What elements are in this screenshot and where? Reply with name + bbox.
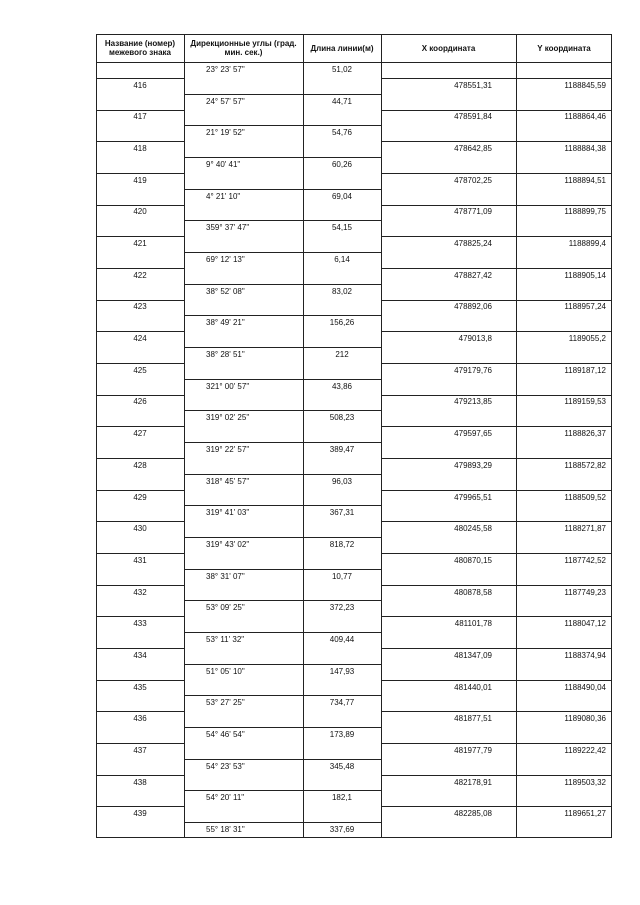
row-border: [184, 727, 381, 728]
direction-angle: 21° 19' 52": [206, 128, 245, 137]
boundary-mark-name: 422: [133, 271, 147, 280]
line-length: 54,76: [331, 128, 353, 137]
row-border: [184, 505, 381, 506]
row-border: [184, 410, 381, 411]
x-coordinate: 479179,76: [454, 366, 492, 375]
y-coordinate: 1188047,12: [564, 619, 606, 628]
x-coordinate: 478825,24: [454, 239, 492, 248]
x-coordinate: 478771,09: [454, 207, 492, 216]
direction-angle: 321° 00' 57": [206, 382, 250, 391]
row-border: [96, 553, 184, 554]
row-border: [184, 125, 381, 126]
line-length: 96,03: [331, 477, 353, 486]
table-header-cell: Y координата: [537, 43, 591, 53]
x-coordinate: 480245,58: [454, 524, 492, 533]
y-coordinate: 1188271,87: [564, 524, 606, 533]
boundary-mark-name: 438: [133, 778, 147, 787]
line-length: 6,14: [334, 255, 350, 264]
line-length: 83,02: [331, 287, 353, 296]
line-length: 372,23: [329, 603, 355, 612]
y-coordinate: 1189503,32: [564, 778, 606, 787]
row-border: [381, 78, 612, 79]
line-length: 173,89: [329, 730, 355, 739]
row-border: [96, 363, 184, 364]
line-length: 44,71: [331, 97, 353, 106]
boundary-mark-name: 439: [133, 809, 147, 818]
line-length: 345,48: [329, 762, 355, 771]
boundary-mark-name: 435: [133, 683, 147, 692]
direction-angle: 38° 31' 07": [206, 572, 245, 581]
x-coordinate: 480878,58: [454, 588, 492, 597]
line-length: 10,77: [331, 572, 353, 581]
row-border: [96, 680, 184, 681]
row-border: [96, 205, 184, 206]
line-length: 43,86: [331, 382, 353, 391]
boundary-mark-name: 419: [133, 176, 147, 185]
row-border: [96, 711, 184, 712]
row-border: [96, 331, 184, 332]
y-coordinate: 1188374,94: [564, 651, 606, 660]
table-header-cell: Дирекционные углы (град. мин. сек.): [190, 39, 297, 57]
y-coordinate: 1188864,46: [564, 112, 606, 121]
x-coordinate: 478892,06: [454, 302, 492, 311]
line-length: 337,69: [329, 825, 355, 834]
row-border: [184, 94, 381, 95]
x-coordinate: 482178,91: [454, 778, 492, 787]
boundary-mark-name: 436: [133, 714, 147, 723]
line-length: 156,26: [329, 318, 355, 327]
direction-angle: 319° 43' 02": [206, 540, 250, 549]
row-border: [381, 395, 612, 396]
x-coordinate: 478827,42: [454, 271, 492, 280]
y-coordinate: 1189222,42: [564, 746, 606, 755]
boundary-mark-name: 428: [133, 461, 147, 470]
x-coordinate: 480870,15: [454, 556, 492, 565]
row-border: [184, 790, 381, 791]
row-border: [184, 474, 381, 475]
row-border: [96, 775, 184, 776]
row-border: [381, 585, 612, 586]
direction-angle: 38° 52' 08": [206, 287, 245, 296]
y-coordinate: 1188894,51: [564, 176, 606, 185]
boundary-mark-name: 421: [133, 239, 147, 248]
y-coordinate: 1188845,59: [564, 81, 606, 90]
boundary-mark-name: 425: [133, 366, 147, 375]
row-border: [381, 521, 612, 522]
row-border: [96, 110, 184, 111]
x-coordinate: 481877,51: [454, 714, 492, 723]
x-coordinate: 479597,65: [454, 429, 492, 438]
row-border: [96, 458, 184, 459]
x-coordinate: 478642,85: [454, 144, 492, 153]
direction-angle: 319° 02' 25": [206, 413, 250, 422]
row-border: [184, 347, 381, 348]
row-border: [184, 632, 381, 633]
row-border: [184, 157, 381, 158]
row-border: [96, 648, 184, 649]
row-border: [184, 664, 381, 665]
table-column-border: [184, 34, 185, 838]
boundary-mark-name: 417: [133, 112, 147, 121]
y-coordinate: 1189159,53: [564, 397, 606, 406]
row-border: [381, 711, 612, 712]
row-border: [381, 553, 612, 554]
row-border: [96, 395, 184, 396]
direction-angle: 359° 37' 47": [206, 223, 250, 232]
row-border: [96, 616, 184, 617]
boundary-mark-name: 426: [133, 397, 147, 406]
y-coordinate: 1187742,52: [564, 556, 606, 565]
y-coordinate: 1189651,27: [564, 809, 606, 818]
direction-angle: 51° 05' 10": [206, 667, 245, 676]
row-border: [184, 379, 381, 380]
direction-angle: 53° 11' 32": [206, 635, 245, 644]
row-border: [381, 300, 612, 301]
x-coordinate: 478702,25: [454, 176, 492, 185]
direction-angle: 9° 40' 41": [206, 160, 241, 169]
x-coordinate: 479965,51: [454, 493, 492, 502]
line-length: 409,44: [329, 635, 355, 644]
boundary-mark-name: 416: [133, 81, 147, 90]
direction-angle: 318° 45' 57": [206, 477, 250, 486]
table-header-cell: X координата: [421, 43, 476, 53]
row-border: [184, 252, 381, 253]
line-length: 734,77: [329, 698, 355, 707]
row-border: [184, 600, 381, 601]
row-border: [381, 648, 612, 649]
x-coordinate: 481440,01: [454, 683, 492, 692]
direction-angle: 23° 23' 57": [206, 65, 245, 74]
row-border: [96, 806, 184, 807]
boundary-mark-name: 430: [133, 524, 147, 533]
row-border: [184, 284, 381, 285]
row-border: [381, 141, 612, 142]
row-border: [184, 315, 381, 316]
line-length: 389,47: [329, 445, 355, 454]
y-coordinate: 1188905,14: [564, 271, 606, 280]
table-column-border: [303, 34, 304, 838]
line-length: 54,15: [331, 223, 353, 232]
boundary-mark-name: 431: [133, 556, 147, 565]
table-header-border: [96, 62, 612, 63]
row-border: [96, 173, 184, 174]
direction-angle: 54° 20' 11": [206, 793, 245, 802]
y-coordinate: 1188509,52: [564, 493, 606, 502]
boundary-mark-name: 433: [133, 619, 147, 628]
coordinates-table: [96, 34, 612, 838]
row-border: [184, 189, 381, 190]
row-border: [381, 331, 612, 332]
x-coordinate: 481977,79: [454, 746, 492, 755]
row-border: [381, 268, 612, 269]
line-length: 818,72: [329, 540, 355, 549]
line-length: 51,02: [331, 65, 353, 74]
boundary-mark-name: 424: [133, 334, 147, 343]
x-coordinate: 478591,84: [454, 112, 492, 121]
line-length: 508,23: [329, 413, 355, 422]
x-coordinate: 481347,09: [454, 651, 492, 660]
y-coordinate: 1189080,36: [564, 714, 606, 723]
row-border: [96, 78, 184, 79]
boundary-mark-name: 423: [133, 302, 147, 311]
row-border: [96, 585, 184, 586]
y-coordinate: 1188899,75: [564, 207, 606, 216]
y-coordinate: 1188899,4: [568, 239, 606, 248]
x-coordinate: 482285,08: [454, 809, 492, 818]
table-header-cell: Название (номер) межевого знака: [104, 39, 176, 57]
direction-angle: 53° 27' 25": [206, 698, 245, 707]
row-border: [381, 743, 612, 744]
table-header-cell: Длина линии(м): [310, 43, 374, 53]
row-border: [381, 363, 612, 364]
x-coordinate: 479013,8: [458, 334, 492, 343]
y-coordinate: 1188826,37: [564, 429, 606, 438]
row-border: [381, 680, 612, 681]
direction-angle: 319° 22' 57": [206, 445, 250, 454]
row-border: [381, 490, 612, 491]
direction-angle: 38° 49' 21": [206, 318, 245, 327]
line-length: 182,1: [331, 793, 353, 802]
row-border: [96, 426, 184, 427]
row-border: [184, 759, 381, 760]
boundary-mark-name: 429: [133, 493, 147, 502]
row-border: [381, 236, 612, 237]
row-border: [96, 268, 184, 269]
y-coordinate: 1187749,23: [564, 588, 606, 597]
y-coordinate: 1189187,12: [564, 366, 606, 375]
row-border: [96, 236, 184, 237]
direction-angle: 54° 46' 54": [206, 730, 245, 739]
table-column-border: [611, 34, 612, 838]
row-border: [96, 300, 184, 301]
x-coordinate: 479893,29: [454, 461, 492, 470]
row-border: [184, 822, 381, 823]
boundary-mark-name: 420: [133, 207, 147, 216]
row-border: [381, 426, 612, 427]
x-coordinate: 478551,31: [454, 81, 492, 90]
direction-angle: 319° 41' 03": [206, 508, 250, 517]
direction-angle: 38° 28' 51": [206, 350, 245, 359]
line-length: 212: [335, 350, 349, 359]
row-border: [184, 220, 381, 221]
y-coordinate: 1188490,04: [564, 683, 606, 692]
x-coordinate: 479213,85: [454, 397, 492, 406]
line-length: 367,31: [329, 508, 355, 517]
y-coordinate: 1189055,2: [568, 334, 606, 343]
row-border: [184, 442, 381, 443]
row-border: [381, 616, 612, 617]
direction-angle: 24° 57' 57": [206, 97, 245, 106]
direction-angle: 69° 12' 13": [206, 255, 245, 264]
direction-angle: 53° 09' 25": [206, 603, 245, 612]
row-border: [184, 569, 381, 570]
row-border: [96, 743, 184, 744]
direction-angle: 4° 21' 10": [206, 192, 241, 201]
table-bottom-border: [96, 837, 612, 838]
row-border: [381, 205, 612, 206]
x-coordinate: 481101,78: [454, 619, 492, 628]
direction-angle: 55° 18' 31": [206, 825, 245, 834]
boundary-mark-name: 427: [133, 429, 147, 438]
line-length: 69,04: [331, 192, 353, 201]
y-coordinate: 1188957,24: [564, 302, 606, 311]
boundary-mark-name: 418: [133, 144, 147, 153]
row-border: [184, 537, 381, 538]
row-border: [381, 110, 612, 111]
row-border: [381, 806, 612, 807]
direction-angle: 54° 23' 53": [206, 762, 245, 771]
line-length: 147,93: [329, 667, 355, 676]
row-border: [96, 490, 184, 491]
row-border: [184, 695, 381, 696]
row-border: [96, 521, 184, 522]
boundary-mark-name: 437: [133, 746, 147, 755]
boundary-mark-name: 434: [133, 651, 147, 660]
line-length: 60,26: [331, 160, 353, 169]
boundary-mark-name: 432: [133, 588, 147, 597]
row-border: [96, 141, 184, 142]
y-coordinate: 1188572,82: [564, 461, 606, 470]
row-border: [381, 173, 612, 174]
row-border: [381, 775, 612, 776]
y-coordinate: 1188884,38: [564, 144, 606, 153]
row-border: [381, 458, 612, 459]
